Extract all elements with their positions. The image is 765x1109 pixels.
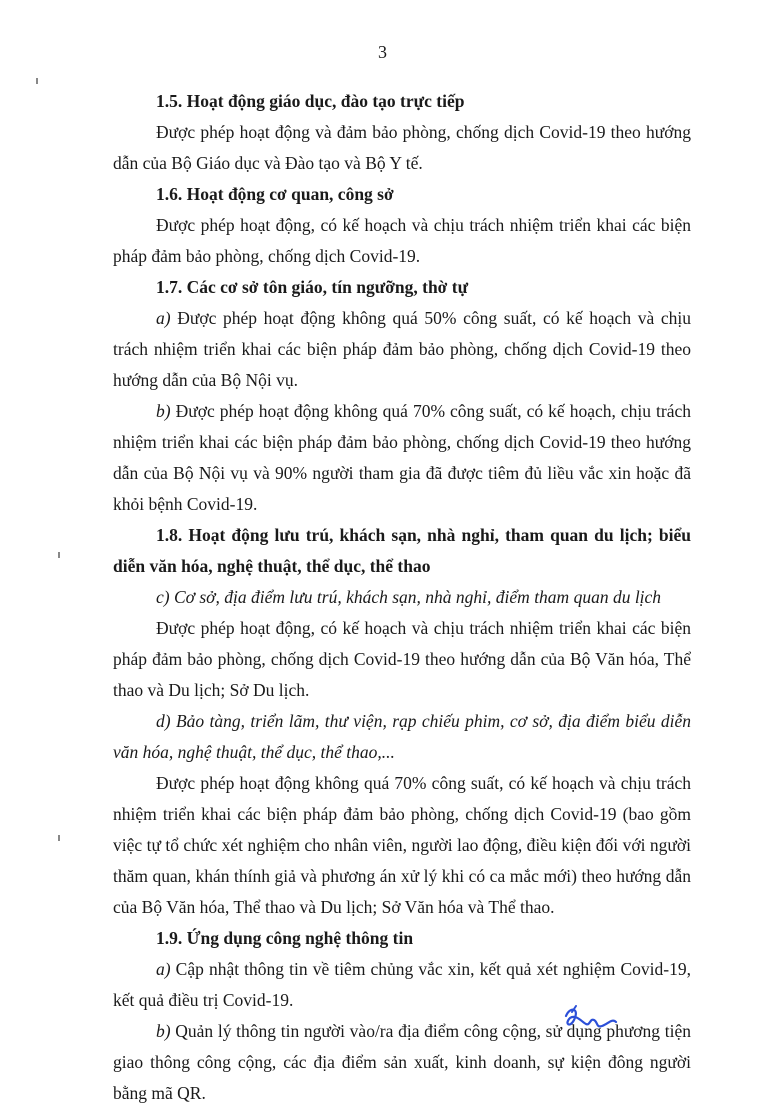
section-heading: 1.9. Ứng dụng công nghệ thông tin xyxy=(156,928,414,948)
paragraph-text: Quản lý thông tin người vào/ra địa điểm công cộng, sử dụng phương tiện giao thông công cộng, các địa điểm sản xuất, kinh doanh, sự kiện đông người bằng mã QR. xyxy=(113,1021,691,1103)
paragraph-text: Được phép hoạt động, có kế hoạch và chịu trách nhiệm triển khai các biện pháp đảm bảo phòng, chống dịch Covid-19 theo hướng dẫn của Bộ Văn hóa, Thể thao và Du lịch; Sở Du lịch. xyxy=(113,618,691,700)
page-number: 3 xyxy=(378,42,387,62)
subsection-title xyxy=(113,706,691,768)
initials-signature xyxy=(560,1002,620,1038)
item-label: b) xyxy=(156,1021,171,1041)
paragraph-text: Được phép hoạt động không quá 70% công suất, có kế hoạch, chịu trách nhiệm triển khai các biện pháp đảm bảo phòng, chống dịch Covid-19 theo hướng dẫn của Bộ Nội vụ và 90% người tham gia đã được tiêm đủ liều vắc xin hoặc đã khỏi bệnh Covid-19. xyxy=(113,401,691,514)
item-label: a) xyxy=(156,959,171,979)
margin-mark xyxy=(58,552,60,558)
paragraph xyxy=(113,117,691,179)
section-heading: 1.7. Các cơ sở tôn giáo, tín ngưỡng, thờ tự xyxy=(156,277,469,297)
document-body xyxy=(113,86,691,1109)
section-heading: 1.5. Hoạt động giáo dục, đào tạo trực tiếp xyxy=(156,91,465,111)
paragraph-text: Được phép hoạt động không quá 70% công suất, có kế hoạch và chịu trách nhiệm triển khai các biện pháp đảm bảo phòng, chống dịch Covid-19 (bao gồm việc tự tổ chức xét nghiệm cho nhân viên, người lao động, điều kiện đối với người thăm quan, khán thính giả và phương án xử lý khi có ca mắc mới) theo hướng dẫn của Bộ Văn hóa, Thể thao và Du lịch; Sở Văn hóa và Thể thao. xyxy=(113,773,691,917)
paragraph-text: Được phép hoạt động, có kế hoạch và chịu trách nhiệm triển khai các biện pháp đảm bảo phòng, chống dịch Covid-19. xyxy=(113,215,691,266)
paragraph-text: c) Cơ sở, địa điểm lưu trú, khách sạn, nhà nghỉ, điểm tham quan du lịch xyxy=(156,587,662,607)
margin-mark xyxy=(36,78,38,84)
paragraph-text: Được phép hoạt động không quá 50% công suất, có kế hoạch và chịu trách nhiệm triển khai các biện pháp đảm bảo phòng, chống dịch Covid-19 theo hướng dẫn của Bộ Nội vụ. xyxy=(113,308,691,390)
margin-mark xyxy=(58,835,60,841)
item-label: a) xyxy=(156,308,171,328)
subsection-title xyxy=(113,582,691,613)
paragraph xyxy=(113,210,691,272)
paragraph-text: Cập nhật thông tin về tiêm chủng vắc xin, kết quả xét nghiệm Covid-19, kết quả điều trị Covid-19. xyxy=(113,959,691,1010)
section-heading: 1.8. Hoạt động lưu trú, khách sạn, nhà nghỉ, tham quan du lịch; biểu diễn văn hóa, nghệ thuật, thể dục, thể thao xyxy=(113,525,691,576)
paragraph-text: Được phép hoạt động và đảm bảo phòng, chống dịch Covid-19 theo hướng dẫn của Bộ Giáo dục và Đào tạo và Bộ Y tế. xyxy=(113,122,691,173)
item-label: b) xyxy=(156,401,171,421)
paragraph-text: d) Bảo tàng, triển lãm, thư viện, rạp chiếu phim, cơ sở, địa điểm biểu diễn văn hóa, nghệ thuật, thể dục, thể thao,... xyxy=(113,711,691,762)
section-heading: 1.6. Hoạt động cơ quan, công sở xyxy=(156,184,394,204)
paragraph xyxy=(113,613,691,706)
paragraph xyxy=(113,396,691,520)
paragraph xyxy=(113,768,691,923)
paragraph xyxy=(113,303,691,396)
